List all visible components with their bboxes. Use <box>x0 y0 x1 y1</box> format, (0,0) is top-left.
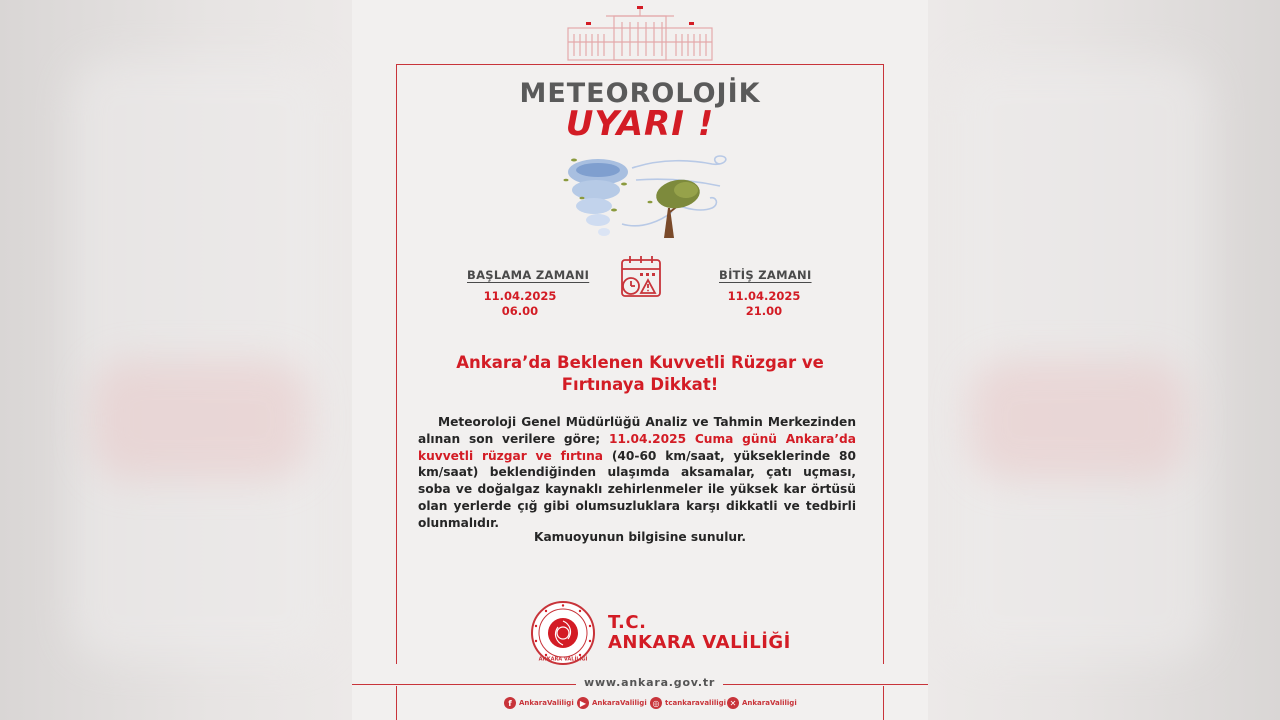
end-time: 21.00 <box>745 304 783 318</box>
body-part2: (40-60 km/saat, yükseklerinde 80 km/saat) beklendiğinden ulaşımda aksamalar, çatı uçması, soba ve doğalgaz kaynaklı zehirlenmeler ile yüksek kar örtüsü olan yerlerde çığ gibi olumsuzluklara karşı dikkatli ve tedbirli olunmalıdır. <box>418 448 856 530</box>
calendar-clock-warning-icon <box>618 254 664 300</box>
title-warning: UYARI ! <box>565 104 715 144</box>
end-date: 11.04.2025 <box>727 289 801 303</box>
warning-poster <box>352 0 928 720</box>
body-part1: Meteoroloji Genel Müdürlüğü Analiz ve Tahmin Merkezinden alınan son verilere göre; <box>418 415 856 446</box>
instagram-icon: ◎ <box>650 697 662 709</box>
social-facebook[interactable] <box>504 697 574 709</box>
website-link[interactable]: www.ankara.gov.tr <box>576 676 723 689</box>
start-time-label: BAŞLAMA ZAMANI <box>467 268 590 282</box>
body-highlight: 11.04.2025 Cuma günü Ankara’da kuvvetli rüzgar ve fırtına <box>418 431 856 463</box>
title-meteorological: METEOROLOJİK <box>519 78 761 109</box>
start-time: 06.00 <box>501 304 539 318</box>
background-left <box>0 0 352 720</box>
social-youtube[interactable] <box>577 697 647 709</box>
org-tc: T.C. <box>608 612 647 633</box>
governorship-building-icon <box>566 6 714 62</box>
social-handle: AnkaraValiligi <box>519 699 574 707</box>
seal-text: ANKARA VALİLİĞİ <box>538 656 588 663</box>
headline-line1: Ankara’da Beklenen Kuvvetli Rüzgar ve <box>456 353 824 372</box>
facebook-icon: f <box>504 697 516 709</box>
social-x[interactable] <box>727 697 797 709</box>
x-icon: ✕ <box>727 697 739 709</box>
announcement-body <box>418 414 856 532</box>
start-date: 11.04.2025 <box>483 289 557 303</box>
youtube-icon: ▶ <box>577 697 589 709</box>
social-handle: AnkaraValiligi <box>592 699 647 707</box>
governorship-seal-icon <box>530 600 596 666</box>
social-handle: tcankaravaliligi <box>665 699 727 707</box>
headline <box>442 352 838 396</box>
storm-wind-icon <box>552 150 732 242</box>
social-instagram[interactable] <box>650 697 726 709</box>
org-name: ANKARA VALİLİĞİ <box>608 632 791 653</box>
footer-right-rule <box>883 686 884 720</box>
end-time-label: BİTİŞ ZAMANI <box>719 268 812 282</box>
public-notice: Kamuoyunun bilgisine sunulur. <box>534 530 746 544</box>
headline-line2: Fırtınaya Dikkat! <box>561 375 719 394</box>
social-handle: AnkaraValiligi <box>742 699 797 707</box>
background-right <box>928 0 1280 720</box>
footer-left-rule <box>396 686 397 720</box>
